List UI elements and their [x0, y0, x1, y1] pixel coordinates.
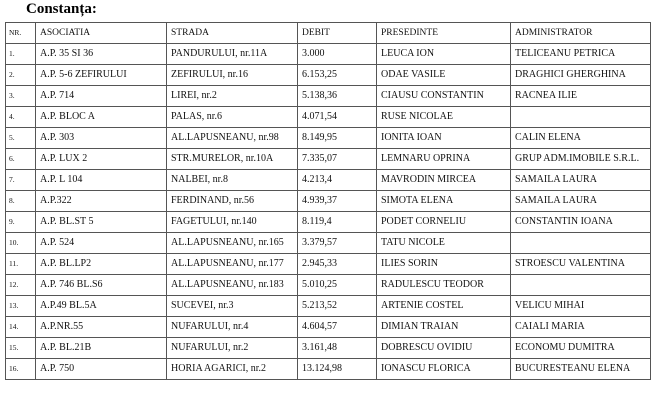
cell-nr: 9.: [6, 212, 36, 233]
table-row: [6, 212, 651, 233]
cell-strada: AL.LAPUSNEANU, nr.177: [167, 254, 298, 275]
table-header-row: [6, 23, 651, 44]
table-row: [6, 86, 651, 107]
table-row: [6, 107, 651, 128]
cell-administrator: CONSTANTIN IOANA: [511, 212, 651, 233]
cell-debit: 5.213,52: [298, 296, 377, 317]
table-row: [6, 275, 651, 296]
cell-administrator: SAMAILA LAURA: [511, 170, 651, 191]
cell-nr: 13.: [6, 296, 36, 317]
cell-administrator: CAIALI MARIA: [511, 317, 651, 338]
cell-nr: 3.: [6, 86, 36, 107]
cell-debit: 4.213,4: [298, 170, 377, 191]
table-body: [6, 44, 651, 380]
cell-presedinte: CIAUSU CONSTANTIN: [377, 86, 511, 107]
cell-presedinte: DIMIAN TRAIAN: [377, 317, 511, 338]
cell-asociatia: A.P.322: [36, 191, 167, 212]
cell-strada: NALBEI, nr.8: [167, 170, 298, 191]
cell-presedinte: IONASCU FLORICA: [377, 359, 511, 380]
column-header-asociatia: ASOCIATIA: [36, 23, 167, 44]
cell-presedinte: SIMOTA ELENA: [377, 191, 511, 212]
cell-administrator: CALIN ELENA: [511, 128, 651, 149]
cell-administrator: GRUP ADM.IMOBILE S.R.L.: [511, 149, 651, 170]
cell-debit: 4.604,57: [298, 317, 377, 338]
cell-asociatia: A.P. BL.21B: [36, 338, 167, 359]
cell-asociatia: A.P. 714: [36, 86, 167, 107]
cell-strada: PALAS, nr.6: [167, 107, 298, 128]
table-row: [6, 359, 651, 380]
cell-asociatia: A.P. L 104: [36, 170, 167, 191]
cell-strada: PANDURULUI, nr.11A: [167, 44, 298, 65]
cell-debit: 4.071,54: [298, 107, 377, 128]
cell-presedinte: ILIES SORIN: [377, 254, 511, 275]
cell-asociatia: A.P. 524: [36, 233, 167, 254]
cell-asociatia: A.P. 746 BL.S6: [36, 275, 167, 296]
cell-nr: 12.: [6, 275, 36, 296]
cell-asociatia: A.P. 35 SI 36: [36, 44, 167, 65]
cell-administrator: VELICU MIHAI: [511, 296, 651, 317]
associations-table: [5, 22, 651, 380]
column-header-nr: NR.: [6, 23, 36, 44]
cell-asociatia: A.P.49 BL.5A: [36, 296, 167, 317]
table-row: [6, 128, 651, 149]
cell-nr: 16.: [6, 359, 36, 380]
cell-presedinte: MAVRODIN MIRCEA: [377, 170, 511, 191]
cell-debit: 5.010,25: [298, 275, 377, 296]
cell-asociatia: A.P. 5-6 ZEFIRULUI: [36, 65, 167, 86]
cell-debit: 3.000: [298, 44, 377, 65]
cell-presedinte: RUSE NICOLAE: [377, 107, 511, 128]
column-header-strada: STRADA: [167, 23, 298, 44]
cell-nr: 6.: [6, 149, 36, 170]
cell-nr: 10.: [6, 233, 36, 254]
column-header-debit: DEBIT: [298, 23, 377, 44]
table-row: [6, 149, 651, 170]
cell-debit: 7.335,07: [298, 149, 377, 170]
cell-debit: 13.124,98: [298, 359, 377, 380]
column-header-presedinte: PRESEDINTE: [377, 23, 511, 44]
cell-presedinte: DOBRESCU OVIDIU: [377, 338, 511, 359]
table-row: [6, 338, 651, 359]
cell-nr: 1.: [6, 44, 36, 65]
table-row: [6, 65, 651, 86]
cell-strada: ZEFIRULUI, nr.16: [167, 65, 298, 86]
cell-asociatia: A.P. BL.ST 5: [36, 212, 167, 233]
cell-strada: AL.LAPUSNEANU, nr.183: [167, 275, 298, 296]
cell-asociatia: A.P. LUX 2: [36, 149, 167, 170]
cell-administrator: DRAGHICI GHERGHINA: [511, 65, 651, 86]
cell-strada: LIREI, nr.2: [167, 86, 298, 107]
cell-debit: 2.945,33: [298, 254, 377, 275]
cell-administrator: [511, 107, 651, 128]
cell-nr: 11.: [6, 254, 36, 275]
cell-nr: 2.: [6, 65, 36, 86]
cell-administrator: [511, 233, 651, 254]
page-heading: Constanța:: [26, 1, 97, 17]
cell-presedinte: TATU NICOLE: [377, 233, 511, 254]
cell-strada: FAGETULUI, nr.140: [167, 212, 298, 233]
cell-strada: AL.LAPUSNEANU, nr.98: [167, 128, 298, 149]
cell-presedinte: ODAE VASILE: [377, 65, 511, 86]
table-row: [6, 170, 651, 191]
table-row: [6, 191, 651, 212]
cell-nr: 8.: [6, 191, 36, 212]
cell-strada: AL.LAPUSNEANU, nr.165: [167, 233, 298, 254]
cell-administrator: STROESCU VALENTINA: [511, 254, 651, 275]
cell-debit: 4.939,37: [298, 191, 377, 212]
cell-debit: 3.379,57: [298, 233, 377, 254]
cell-nr: 7.: [6, 170, 36, 191]
cell-strada: NUFARULUI, nr.2: [167, 338, 298, 359]
cell-strada: STR.MURELOR, nr.10A: [167, 149, 298, 170]
cell-asociatia: A.P. 303: [36, 128, 167, 149]
cell-presedinte: LEMNARU OPRINA: [377, 149, 511, 170]
cell-presedinte: ARTENIE COSTEL: [377, 296, 511, 317]
table-row: [6, 296, 651, 317]
cell-administrator: ECONOMU DUMITRA: [511, 338, 651, 359]
cell-nr: 15.: [6, 338, 36, 359]
cell-debit: 8.119,4: [298, 212, 377, 233]
cell-administrator: [511, 275, 651, 296]
table-row: [6, 44, 651, 65]
cell-nr: 14.: [6, 317, 36, 338]
cell-asociatia: A.P. 750: [36, 359, 167, 380]
column-header-administrator: ADMINISTRATOR: [511, 23, 651, 44]
cell-presedinte: IONITA IOAN: [377, 128, 511, 149]
cell-strada: SUCEVEI, nr.3: [167, 296, 298, 317]
cell-debit: 5.138,36: [298, 86, 377, 107]
cell-administrator: RACNEA ILIE: [511, 86, 651, 107]
cell-strada: FERDINAND, nr.56: [167, 191, 298, 212]
cell-debit: 6.153,25: [298, 65, 377, 86]
cell-administrator: BUCURESTEANU ELENA: [511, 359, 651, 380]
cell-nr: 5.: [6, 128, 36, 149]
cell-nr: 4.: [6, 107, 36, 128]
cell-debit: 3.161,48: [298, 338, 377, 359]
cell-strada: NUFARULUI, nr.4: [167, 317, 298, 338]
table-row: [6, 254, 651, 275]
cell-debit: 8.149,95: [298, 128, 377, 149]
cell-asociatia: A.P.NR.55: [36, 317, 167, 338]
cell-asociatia: A.P. BL.LP2: [36, 254, 167, 275]
cell-presedinte: RADULESCU TEODOR: [377, 275, 511, 296]
cell-asociatia: A.P. BLOC A: [36, 107, 167, 128]
cell-administrator: TELICEANU PETRICA: [511, 44, 651, 65]
table-row: [6, 233, 651, 254]
cell-presedinte: PODET CORNELIU: [377, 212, 511, 233]
cell-strada: HORIA AGARICI, nr.2: [167, 359, 298, 380]
table-row: [6, 317, 651, 338]
cell-administrator: SAMAILA LAURA: [511, 191, 651, 212]
cell-presedinte: LEUCA ION: [377, 44, 511, 65]
